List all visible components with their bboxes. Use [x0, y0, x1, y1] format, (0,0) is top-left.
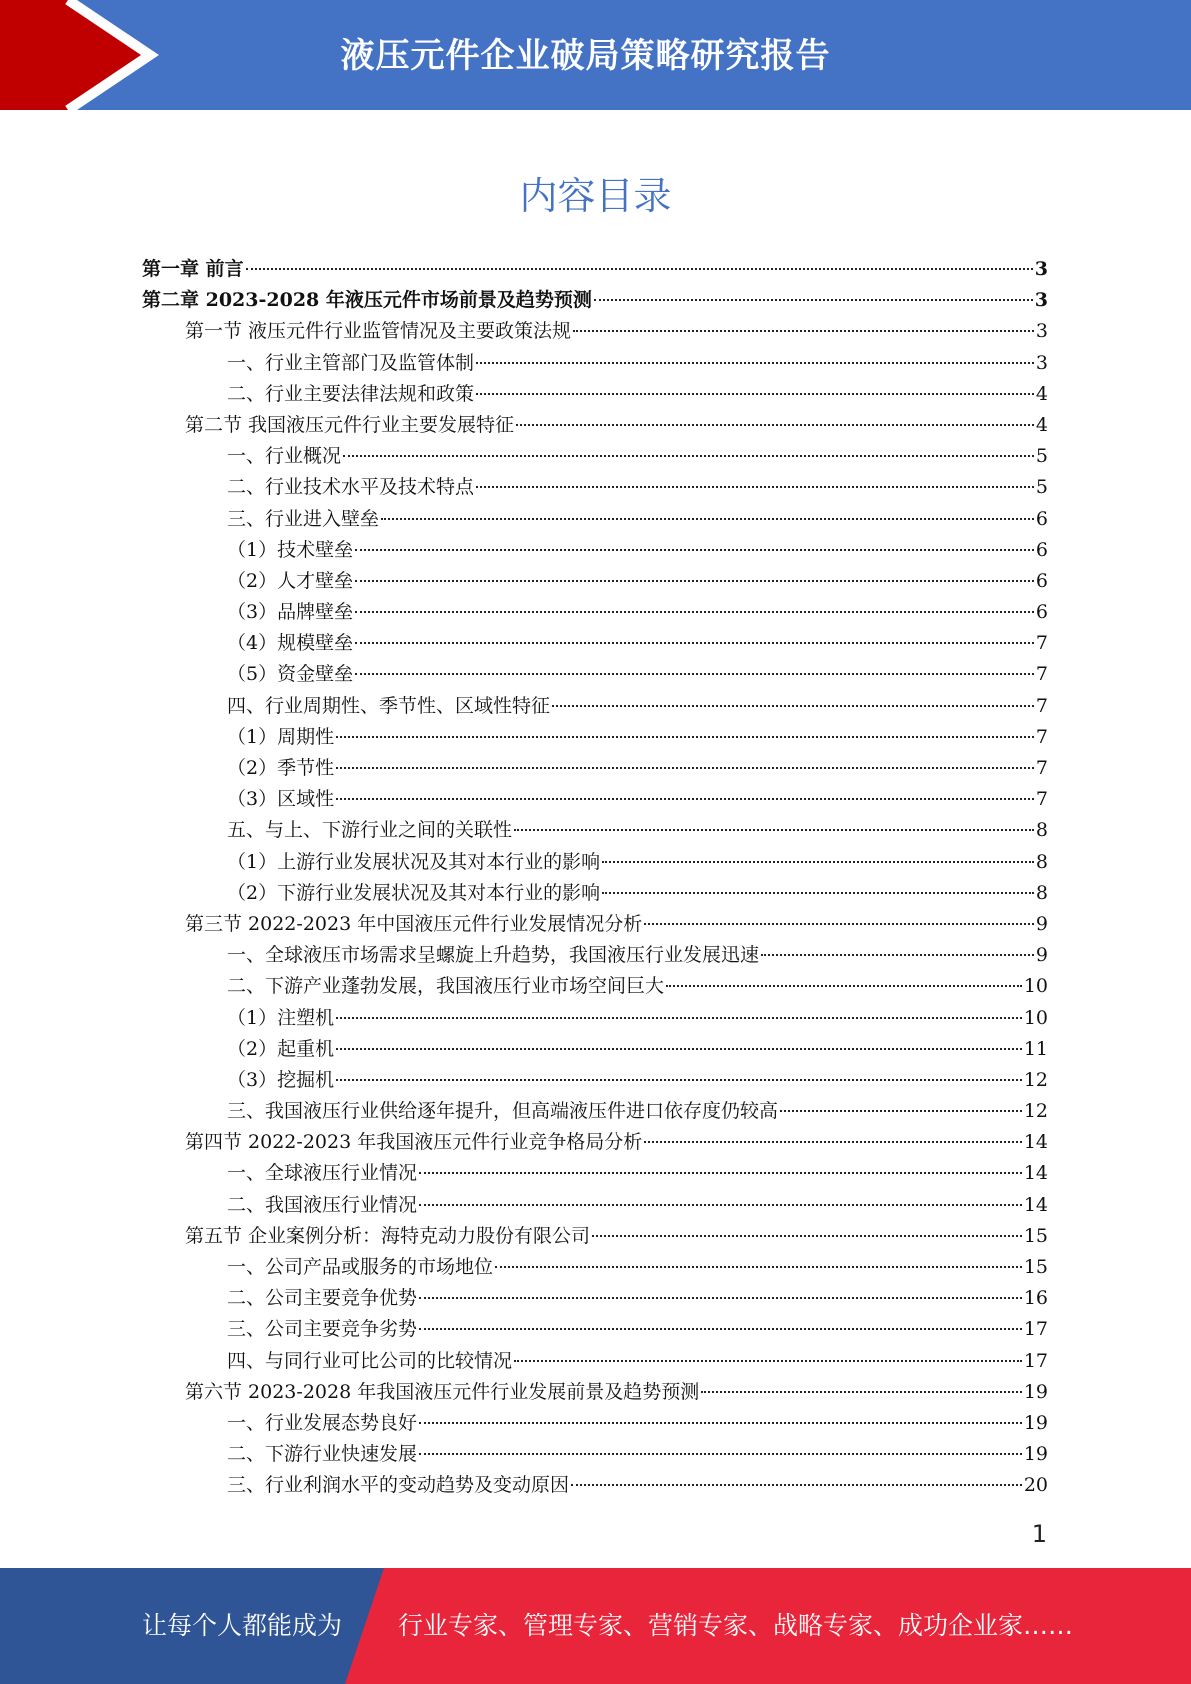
toc-entry-page: 4	[1035, 413, 1048, 436]
toc-dot-leader	[419, 1453, 1022, 1455]
toc-entry[interactable]	[142, 410, 1048, 441]
toc-entry-title: （1）技术壁垒	[227, 538, 354, 561]
toc-entry-title: 三、行业利润水平的变动趋势及变动原因	[227, 1474, 570, 1497]
toc-entry[interactable]	[142, 316, 1048, 347]
toc-dot-leader	[419, 1204, 1022, 1206]
toc-entry-page: 20	[1023, 1474, 1048, 1497]
toc-entry[interactable]	[142, 722, 1048, 753]
toc-entry[interactable]	[142, 1314, 1048, 1345]
toc-entry-title: 三、行业进入壁垒	[227, 507, 380, 530]
toc-entry-title: 一、全球液压行业情况	[227, 1162, 418, 1185]
toc-entry-title: 四、行业周期性、季节性、区域性特征	[227, 694, 551, 717]
toc-entry-page: 8	[1035, 819, 1048, 842]
toc-entry-title: 二、公司主要竞争优势	[227, 1287, 418, 1310]
toc-entry-page: 17	[1023, 1349, 1048, 1372]
toc-dot-leader	[602, 892, 1034, 894]
toc-entry[interactable]	[142, 691, 1048, 722]
toc-dot-leader	[343, 455, 1034, 457]
toc-entry-page: 3	[1035, 320, 1048, 343]
toc-entry-title: 二、行业主要法律法规和政策	[227, 382, 475, 405]
toc-entry[interactable]	[142, 441, 1048, 472]
toc-entry-page: 6	[1035, 507, 1048, 530]
toc-dot-leader	[336, 767, 1034, 769]
toc-entry[interactable]	[142, 504, 1048, 535]
toc-dot-leader	[336, 1048, 1022, 1050]
toc-entry-page: 8	[1035, 850, 1048, 873]
toc-entry-title: 四、与同行业可比公司的比较情况	[227, 1349, 513, 1372]
toc-dot-leader	[514, 829, 1034, 831]
toc-entry-page: 6	[1035, 538, 1048, 561]
toc-dot-leader	[476, 486, 1034, 488]
toc-dot-leader	[476, 362, 1034, 364]
toc-dot-leader	[419, 1422, 1022, 1424]
toc-entry-page: 9	[1035, 912, 1048, 935]
toc-entry-page: 19	[1023, 1411, 1048, 1434]
toc-entry[interactable]	[142, 971, 1048, 1002]
toc-entry-title: （1）注塑机	[227, 1006, 335, 1029]
toc-entry[interactable]	[142, 1221, 1048, 1252]
footer-slogan-right: 行业专家、管理专家、营销专家、战略专家、成功企业家……	[398, 1611, 1074, 1640]
toc-dot-leader	[592, 1235, 1022, 1237]
toc-entry-title: 第三节 2022-2023 年中国液压元件行业发展情况分析	[185, 912, 643, 935]
toc-entry-page: 7	[1035, 632, 1048, 655]
toc-entry-title: （3）品牌壁垒	[227, 601, 354, 624]
toc-entry-page: 19	[1023, 1443, 1048, 1466]
toc-dot-leader	[355, 611, 1034, 613]
toc-entry-title: 第一节 液压元件行业监管情况及主要政策法规	[185, 320, 572, 343]
toc-dot-leader	[336, 736, 1034, 738]
toc-entry-title: 第二章 2023-2028 年液压元件市场前景及趋势预测	[142, 289, 592, 312]
toc-entry[interactable]	[142, 1190, 1048, 1221]
toc-dot-leader	[666, 985, 1022, 987]
toc-dot-leader	[355, 549, 1034, 551]
toc-entry-title: 五、与上、下游行业之间的关联性	[227, 819, 513, 842]
toc-dot-leader	[516, 424, 1034, 426]
toc-entry-title: （5）资金壁垒	[227, 663, 354, 686]
toc-dot-leader	[594, 299, 1033, 301]
toc-entry[interactable]	[142, 847, 1048, 878]
toc-dot-leader	[355, 580, 1034, 582]
toc-entry[interactable]	[142, 472, 1048, 503]
toc-entry-title: （4）规模壁垒	[227, 632, 354, 655]
toc-entry-page: 10	[1023, 975, 1048, 998]
toc-entry-title: 二、下游产业蓬勃发展，我国液压行业市场空间巨大	[227, 975, 665, 998]
toc-entry[interactable]	[142, 940, 1048, 971]
table-of-contents	[142, 254, 1048, 1502]
report-title: 液压元件企业破局策略研究报告	[340, 36, 831, 76]
toc-entry-title: 二、下游行业快速发展	[227, 1443, 418, 1466]
toc-entry-page: 11	[1023, 1037, 1048, 1060]
toc-entry[interactable]	[142, 1470, 1048, 1501]
toc-entry[interactable]	[142, 1065, 1048, 1096]
toc-dot-leader	[381, 518, 1034, 520]
toc-entry-title: 第五节 企业案例分析：海特克动力股份有限公司	[185, 1224, 591, 1247]
toc-entry[interactable]	[142, 659, 1048, 690]
toc-entry-title: （3）挖掘机	[227, 1068, 335, 1091]
toc-dot-leader	[644, 923, 1034, 925]
toc-entry[interactable]	[142, 753, 1048, 784]
toc-entry-page: 7	[1035, 788, 1048, 811]
toc-dot-leader	[419, 1297, 1022, 1299]
toc-entry-page: 7	[1035, 663, 1048, 686]
toc-entry-page: 10	[1023, 1006, 1048, 1029]
toc-entry-page: 12	[1023, 1100, 1048, 1123]
toc-entry[interactable]	[142, 1034, 1048, 1065]
toc-entry-page: 17	[1023, 1318, 1048, 1341]
toc-entry[interactable]	[142, 1283, 1048, 1314]
toc-dot-leader	[573, 330, 1034, 332]
toc-entry-page: 14	[1023, 1162, 1048, 1185]
toc-dot-leader	[246, 268, 1033, 270]
toc-entry[interactable]	[142, 597, 1048, 628]
toc-entry-page: 3	[1034, 258, 1048, 280]
toc-entry-page: 3	[1035, 351, 1048, 374]
toc-entry-title: （2）人才壁垒	[227, 569, 354, 592]
toc-entry-page: 3	[1034, 289, 1048, 312]
toc-entry-title: 第二节 我国液压元件行业主要发展特征	[185, 413, 515, 436]
toc-dot-leader	[336, 1017, 1022, 1019]
toc-dot-leader	[552, 705, 1034, 707]
report-footer	[0, 1568, 1191, 1684]
toc-entry-title: （2）起重机	[227, 1037, 335, 1060]
toc-entry-page: 12	[1023, 1068, 1048, 1091]
toc-entry-title: 第四节 2022-2023 年我国液压元件行业竞争格局分析	[185, 1131, 643, 1154]
toc-entry[interactable]	[142, 909, 1048, 940]
toc-dot-leader	[355, 673, 1034, 675]
toc-entry-title: 一、行业概况	[227, 445, 342, 468]
toc-dot-leader	[419, 1328, 1022, 1330]
footer-slogan-left: 让每个人都能成为	[142, 1611, 343, 1640]
toc-entry-title: 三、公司主要竞争劣势	[227, 1318, 418, 1341]
toc-entry[interactable]	[142, 379, 1048, 410]
toc-entry[interactable]	[142, 1003, 1048, 1034]
toc-entry-title: 一、行业发展态势良好	[227, 1411, 418, 1434]
toc-entry-title: （3）区域性	[227, 788, 335, 811]
toc-dot-leader	[780, 1110, 1022, 1112]
toc-entry[interactable]	[142, 566, 1048, 597]
toc-entry-page: 5	[1035, 476, 1048, 499]
toc-entry-title: 一、公司产品或服务的市场地位	[227, 1256, 494, 1278]
toc-entry[interactable]	[142, 1096, 1048, 1127]
toc-entry[interactable]	[142, 348, 1048, 379]
toc-entry-title: （1）周期性	[227, 725, 335, 748]
toc-entry-page: 14	[1023, 1193, 1048, 1216]
toc-entry[interactable]	[142, 784, 1048, 815]
toc-entry-title: （2）下游行业发展状况及其对本行业的影响	[227, 881, 601, 904]
toc-entry[interactable]	[142, 1408, 1048, 1439]
toc-entry-page: 9	[1035, 944, 1048, 967]
toc-dot-leader	[644, 1141, 1022, 1143]
report-header	[0, 0, 1191, 110]
toc-entry[interactable]	[142, 1158, 1048, 1189]
toc-entry[interactable]	[142, 254, 1048, 285]
toc-dot-leader	[419, 1172, 1022, 1174]
toc-entry-page: 6	[1035, 601, 1048, 624]
toc-entry-page: 7	[1035, 694, 1048, 717]
toc-heading: 内容目录	[519, 174, 672, 218]
toc-entry[interactable]	[142, 1346, 1048, 1377]
toc-entry[interactable]	[142, 1252, 1048, 1283]
toc-entry-page: 6	[1035, 569, 1048, 592]
toc-entry-title: （1）上游行业发展状况及其对本行业的影响	[227, 850, 601, 873]
toc-entry-page: 14	[1023, 1131, 1048, 1154]
toc-entry[interactable]	[142, 1377, 1048, 1408]
toc-entry[interactable]	[142, 285, 1048, 316]
toc-dot-leader	[336, 1079, 1022, 1081]
toc-entry[interactable]	[142, 628, 1048, 659]
toc-entry-title: 二、行业技术水平及技术特点	[227, 476, 475, 499]
toc-entry-page: 15	[1023, 1256, 1048, 1278]
toc-dot-leader	[336, 798, 1034, 800]
toc-entry-page: 4	[1035, 382, 1048, 405]
toc-entry-page: 8	[1035, 881, 1048, 904]
toc-entry-title: 二、我国液压行业情况	[227, 1193, 418, 1216]
toc-entry[interactable]	[142, 1127, 1048, 1158]
toc-dot-leader	[701, 1391, 1022, 1393]
toc-dot-leader	[355, 642, 1034, 644]
toc-entry-title: 三、我国液压行业供给逐年提升，但高端液压件进口依存度仍较高	[227, 1100, 779, 1123]
toc-entry[interactable]	[142, 815, 1048, 846]
toc-entry-title: （2）季节性	[227, 757, 335, 779]
toc-entry-page: 5	[1035, 445, 1048, 468]
toc-entry-title: 第一章 前言	[142, 258, 244, 280]
toc-dot-leader	[514, 1360, 1022, 1362]
toc-dot-leader	[602, 861, 1034, 863]
toc-entry-title: 一、全球液压市场需求呈螺旋上升趋势，我国液压行业发展迅速	[227, 944, 760, 967]
toc-dot-leader	[571, 1484, 1022, 1486]
toc-entry-title: 一、行业主管部门及监管体制	[227, 351, 475, 374]
toc-entry-title: 第六节 2023-2028 年我国液压元件行业发展前景及趋势预测	[185, 1380, 700, 1403]
toc-dot-leader	[495, 1266, 1022, 1268]
page-number: 1	[1031, 1520, 1047, 1548]
toc-dot-leader	[476, 393, 1034, 395]
toc-entry-page: 7	[1035, 725, 1048, 748]
toc-entry-page: 19	[1023, 1380, 1048, 1403]
toc-entry[interactable]	[142, 535, 1048, 566]
toc-entry-page: 7	[1035, 757, 1048, 779]
toc-entry-page: 16	[1023, 1287, 1048, 1310]
toc-dot-leader	[761, 954, 1034, 956]
toc-entry[interactable]	[142, 878, 1048, 909]
toc-entry[interactable]	[142, 1439, 1048, 1470]
toc-entry-page: 15	[1023, 1224, 1048, 1247]
